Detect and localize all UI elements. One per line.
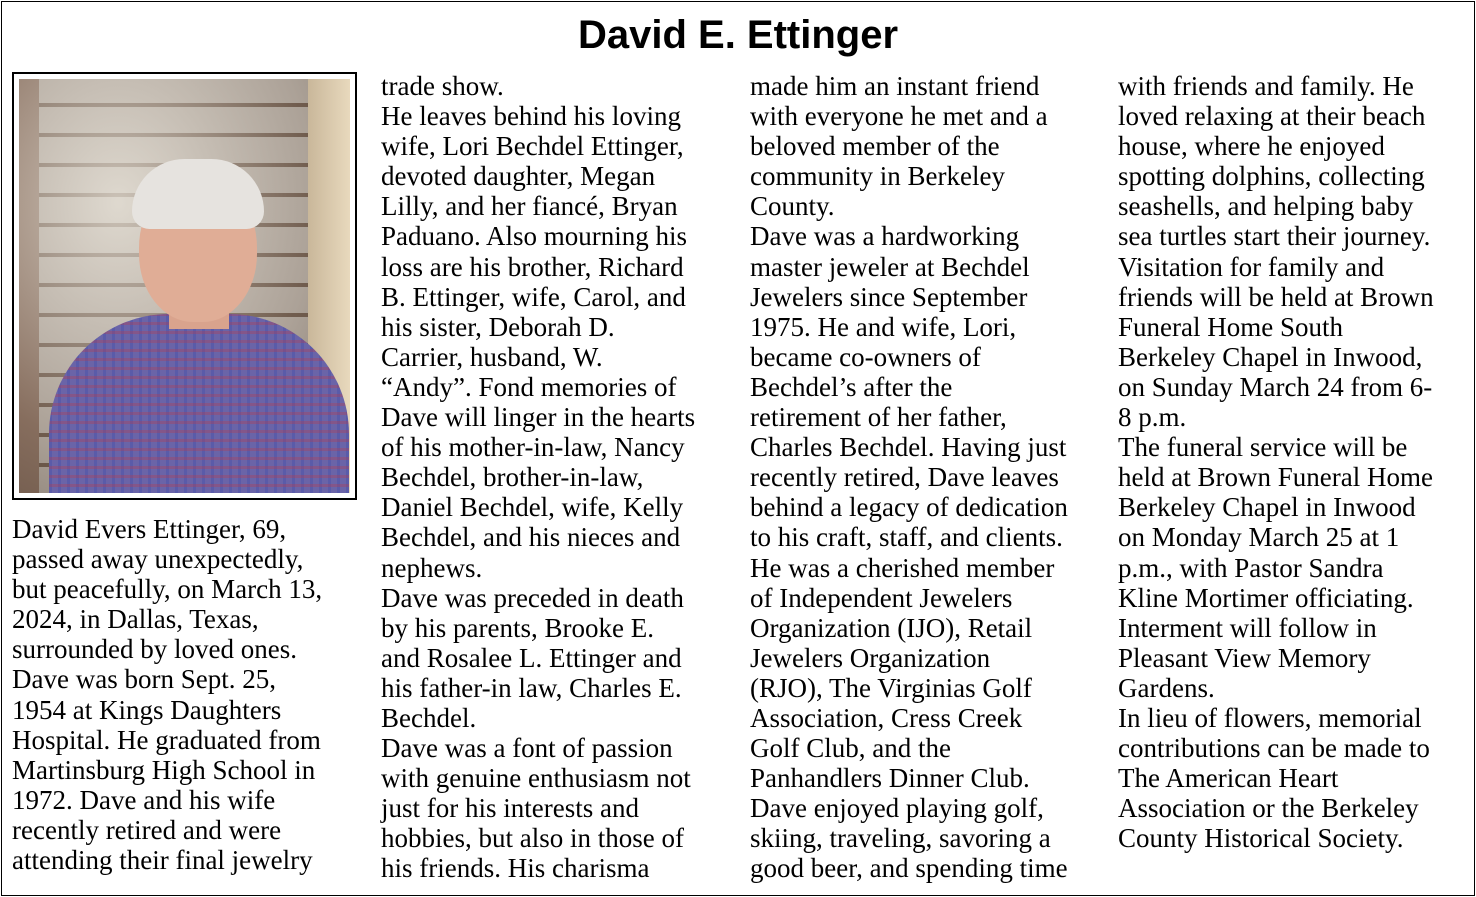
text-line: He leaves behind his loving — [381, 101, 681, 132]
column-4-text — [1118, 71, 1434, 853]
portrait-frame — [12, 72, 357, 500]
text-line: to his craft, staff, and clients. — [750, 522, 1063, 553]
text-line: Dave was born Sept. 25, — [12, 664, 276, 695]
text-line: County Historical Society. — [1118, 823, 1404, 854]
text-line: Berkeley Chapel in Inwood, — [1118, 341, 1423, 372]
text-line: 8 p.m. — [1118, 402, 1187, 433]
text-line: B. Ettinger, wife, Carol, and — [381, 281, 686, 312]
text-line: Golf Club, and the — [750, 733, 951, 764]
text-line: Charles Bechdel. Having just — [750, 432, 1067, 463]
text-line: Bechdel, and his nieces and — [381, 522, 681, 553]
text-line: his sister, Deborah D. — [381, 311, 615, 342]
text-line: skiing, traveling, savoring a — [750, 823, 1051, 854]
text-line: Visitation for family and — [1118, 251, 1385, 282]
text-line: The American Heart — [1118, 763, 1339, 794]
text-line: The funeral service will be — [1118, 432, 1408, 463]
column-1-text — [12, 514, 322, 875]
text-line: friends will be held at Brown — [1118, 281, 1434, 312]
text-line: p.m., with Pastor Sandra — [1118, 552, 1384, 583]
text-line: house, where he enjoyed — [1118, 131, 1385, 162]
text-line: recently retired, Dave leaves — [750, 462, 1059, 493]
obituary-title: David E. Ettinger — [577, 13, 899, 57]
text-line: Interment will follow in — [1118, 612, 1377, 643]
text-line: with genuine enthusiasm not — [381, 763, 691, 794]
text-line: 1975. He and wife, Lori, — [750, 311, 1017, 342]
text-line: Panhandlers Dinner Club. — [750, 763, 1030, 794]
text-line: community in Berkeley — [750, 161, 1005, 192]
text-line: hobbies, but also in those of — [381, 823, 684, 854]
text-line: devoted daughter, Megan — [381, 161, 656, 192]
text-line: surrounded by loved ones. — [12, 634, 297, 665]
text-line: Association, Cress Creek — [750, 702, 1023, 733]
text-line: seashells, and helping baby — [1118, 191, 1414, 222]
text-line: wife, Lori Bechdel Ettinger, — [381, 131, 684, 162]
text-line: Dave was a hardworking — [750, 221, 1020, 252]
text-line: became co-owners of — [750, 341, 981, 372]
text-line: loved relaxing at their beach — [1118, 101, 1426, 132]
text-line: and Rosalee L. Ettinger and — [381, 642, 682, 673]
text-line: Funeral Home South — [1118, 311, 1343, 342]
text-line: Carrier, husband, W. — [381, 341, 603, 372]
text-line: on Monday March 25 at 1 — [1118, 522, 1400, 553]
text-line: Dave was preceded in death — [381, 582, 684, 613]
text-line: good beer, and spending time — [750, 853, 1068, 884]
text-line: with everyone he met and a — [750, 101, 1048, 132]
text-line: but peacefully, on March 13, — [12, 574, 323, 605]
text-line: retirement of her father, — [750, 402, 1007, 433]
text-line: (RJO), The Virginias Golf — [750, 672, 1032, 703]
text-line: loss are his brother, Richard — [381, 251, 684, 282]
text-line: Dave will linger in the hearts — [381, 402, 696, 433]
text-line: on Sunday March 24 from 6- — [1118, 371, 1433, 402]
hair — [132, 159, 264, 229]
text-line: recently retired and were — [12, 814, 282, 845]
portrait-photo — [19, 79, 350, 493]
text-line: Lilly, and her fiancé, Bryan — [381, 191, 678, 222]
text-line: “Andy”. Fond memories of — [381, 371, 677, 402]
text-line: Organization (IJO), Retail — [750, 612, 1033, 643]
text-line: Bechdel’s after the — [750, 371, 953, 402]
column-2-text — [381, 71, 695, 884]
text-line: Paduano. Also mourning his — [381, 221, 688, 252]
text-line: of Independent Jewelers — [750, 582, 1013, 613]
text-line: beloved member of the — [750, 131, 1000, 162]
text-line: Bechdel. — [381, 702, 477, 733]
text-line: Kline Mortimer officiating. — [1118, 582, 1414, 613]
plaid-shirt — [49, 314, 349, 493]
text-line: his father-in law, Charles E. — [381, 672, 682, 703]
text-line: Jewelers Organization — [750, 642, 991, 673]
text-line: of his mother-in-law, Nancy — [381, 432, 685, 463]
text-line: trade show. — [381, 71, 504, 101]
text-line: Martinsburg High School in — [12, 754, 316, 785]
text-line: behind a legacy of dedication — [750, 492, 1068, 523]
text-line: just for his interests and — [381, 793, 639, 824]
text-line: passed away unexpectedly, — [12, 544, 304, 575]
text-line: Dave was a font of passion — [381, 733, 673, 764]
column-3-text — [750, 71, 1068, 884]
text-line: Jewelers since September — [750, 281, 1028, 312]
text-line: 2024, in Dallas, Texas, — [12, 604, 259, 635]
text-line: by his parents, Brooke E. — [381, 612, 654, 643]
text-line: spotting dolphins, collecting — [1118, 161, 1425, 192]
text-line: sea turtles start their journey. — [1118, 221, 1431, 252]
text-line: Association or the Berkeley — [1118, 793, 1419, 824]
text-line: Berkeley Chapel in Inwood — [1118, 492, 1416, 523]
text-line: He was a cherished member — [750, 552, 1055, 583]
text-line: with friends and family. He — [1118, 71, 1414, 101]
text-line: nephews. — [381, 552, 483, 583]
text-line: 1954 at Kings Daughters — [12, 694, 282, 725]
text-line: held at Brown Funeral Home — [1118, 462, 1433, 493]
text-line: contributions can be made to — [1118, 733, 1430, 764]
text-line: Daniel Bechdel, wife, Kelly — [381, 492, 684, 523]
text-line: Bechdel, brother-in-law, — [381, 462, 644, 493]
text-line: Pleasant View Memory — [1118, 642, 1371, 673]
text-line: 1972. Dave and his wife — [12, 784, 276, 815]
text-line: attending their final jewelry — [12, 845, 313, 876]
text-line: Gardens. — [1118, 672, 1215, 703]
text-line: In lieu of flowers, memorial — [1118, 702, 1422, 733]
text-line: David Evers Ettinger, 69, — [12, 514, 287, 544]
text-line: master jeweler at Bechdel — [750, 251, 1030, 282]
text-line: his friends. His charisma — [381, 853, 650, 884]
text-line: made him an instant friend — [750, 71, 1040, 101]
text-line: Hospital. He graduated from — [12, 724, 321, 755]
text-line: County. — [750, 191, 835, 222]
text-line: Dave enjoyed playing golf, — [750, 793, 1044, 824]
